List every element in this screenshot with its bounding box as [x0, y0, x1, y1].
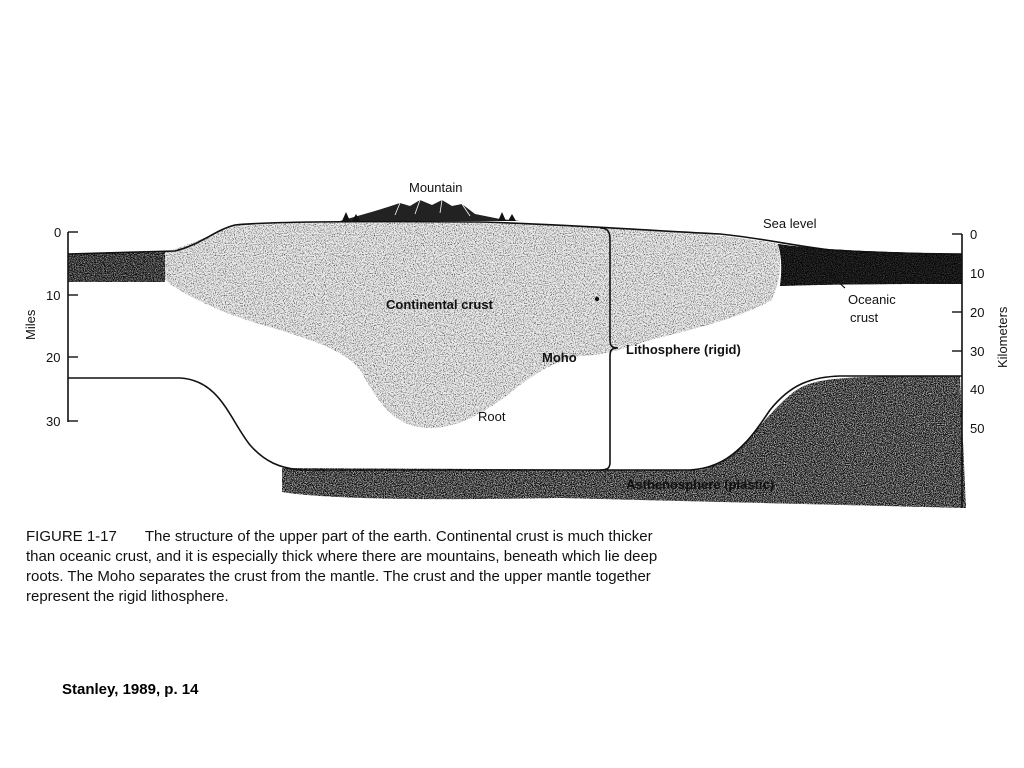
continental-crust-region: [160, 215, 785, 435]
asthenosphere-label: Asthenosphere (plastic): [626, 477, 775, 492]
right-axis-title: Kilometers: [995, 306, 1010, 368]
moho-label: Moho: [542, 350, 577, 365]
left-crust-strip: [66, 250, 168, 286]
root-label: Root: [478, 409, 506, 424]
crust-dot: [595, 297, 599, 301]
right-tick-0: 0: [970, 227, 978, 242]
right-tick-10: 10: [970, 266, 985, 281]
left-tick-30: 30: [46, 414, 61, 429]
left-tick-20: 20: [46, 350, 61, 365]
citation: Stanley, 1989, p. 14: [62, 681, 199, 698]
figure-caption: [26, 527, 666, 607]
right-tick-20: 20: [970, 305, 985, 320]
mountain-label: Mountain: [409, 180, 463, 195]
oceanic-crust-label-line2: crust: [850, 310, 879, 325]
left-axis-title: Miles: [23, 309, 38, 340]
sea-level-label: Sea level: [763, 216, 817, 231]
caption-text: The structure of the upper part of the earth. Continental crust is much thicker than oceanic crust, and it is especially thick where there are mountains, beneath which lie deep roots. The Moho separates the crust from the mantle. The crust and the upper mantle together represent the rigid lithosphere.: [26, 528, 658, 605]
left-tick-0: 0: [54, 225, 62, 240]
right-tick-50: 50: [970, 421, 985, 436]
figure-number: FIGURE 1-17: [26, 528, 117, 545]
oceanic-crust-label-line1: Oceanic: [848, 292, 896, 307]
continental-crust-label: Continental crust: [386, 297, 493, 312]
left-tick-10: 10: [46, 288, 61, 303]
mountain: [340, 200, 520, 221]
right-tick-40: 40: [970, 382, 985, 397]
lithosphere-label: Lithosphere (rigid): [626, 342, 741, 357]
oceanic-crust-region: [775, 240, 965, 288]
right-tick-30: 30: [970, 344, 985, 359]
